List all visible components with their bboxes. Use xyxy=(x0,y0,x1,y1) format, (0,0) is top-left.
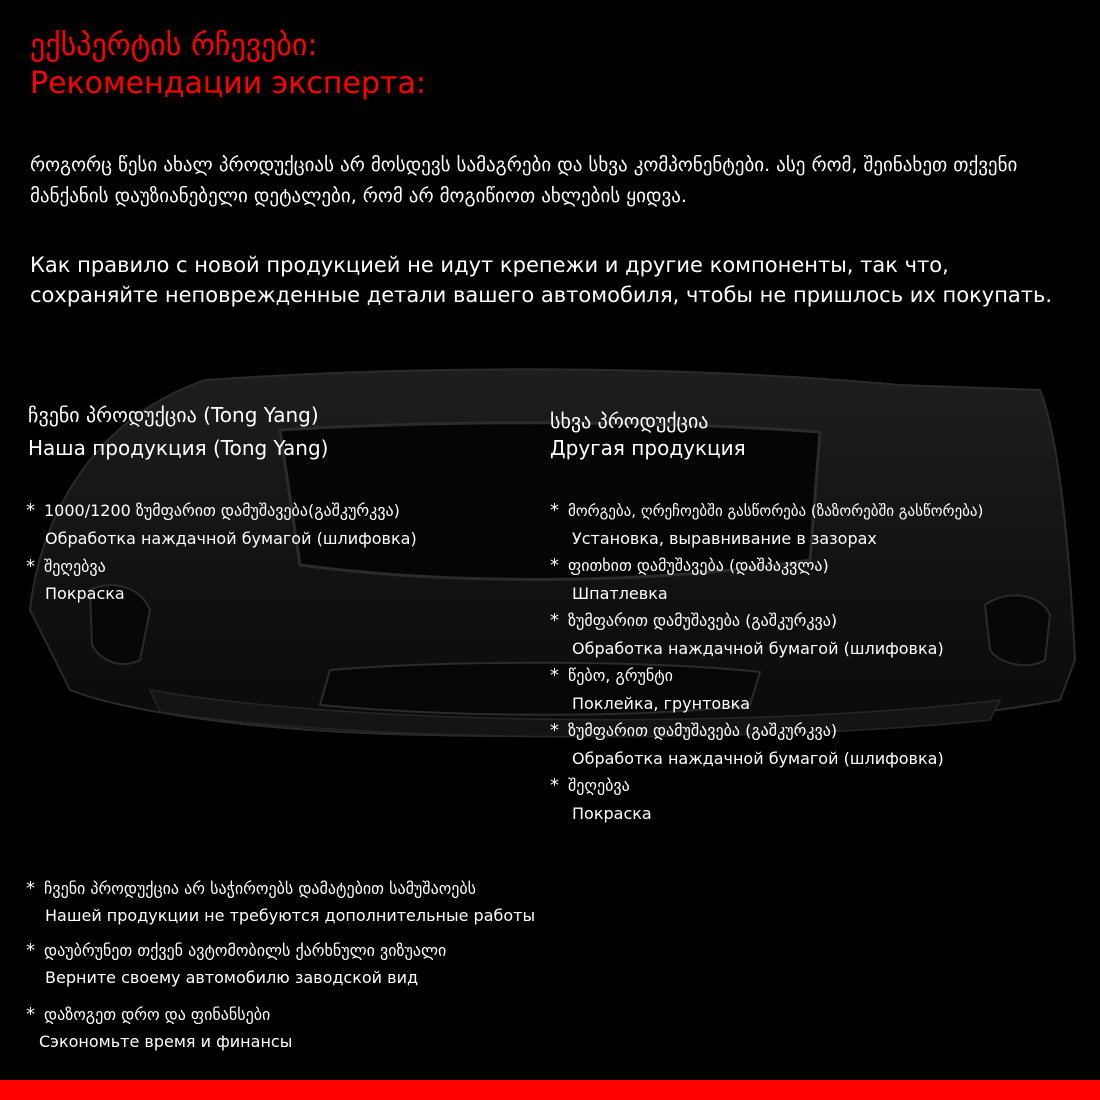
other-product-item xyxy=(550,720,837,742)
title-georgian: ექსპერტის რჩევები: xyxy=(30,28,318,63)
item-georgian: ფითხით დამუშავება (დაშპაკვლა) xyxy=(568,556,829,575)
benefit-item xyxy=(26,1004,270,1026)
benefit-russian: Нашей продукции не требуются дополнительные работы xyxy=(45,906,536,925)
item-russian: Обработка наждачной бумагой (шлифовка) xyxy=(572,749,944,768)
our-product-heading-georgian: ჩვენი პროდუქცია (Tong Yang) xyxy=(28,403,319,427)
item-russian: Обработка наждачной бумагой (шлифовка) xyxy=(572,639,944,658)
other-product-heading-georgian: სხვა პროდუქცია xyxy=(550,409,709,433)
item-russian: Шпатлевка xyxy=(572,584,668,603)
benefit-item xyxy=(26,940,446,962)
benefit-georgian: ჩვენი პროდუქცია არ საჭიროებს დამატებით სამუშაოებს xyxy=(44,879,477,898)
item-georgian: შეღებვა xyxy=(568,776,630,795)
intro-georgian: როგორც წესი ახალ პროდუქციას არ მოსდევს სამაგრები და სხვა კომპონენტები. ასე რომ, შეინახეთ თქვენი მანქანის დაუზიანებელი დეტალები, რომ არ მოგიწიოთ ახლების ყიდვა. xyxy=(30,154,1018,207)
benefit-russian: Верните своему автомобилю заводской вид xyxy=(45,968,419,987)
item-georgian: წებო, გრუნტი xyxy=(568,666,673,685)
title-russian: Рекомендации эксперта: xyxy=(30,66,426,101)
our-product-item xyxy=(26,500,400,522)
bullet-asterisk: * xyxy=(26,1004,35,1025)
item-russian: Покраска xyxy=(45,584,125,603)
benefit-russian: Сэкономьте время и финансы xyxy=(39,1032,293,1051)
benefit-item xyxy=(26,878,476,900)
bullet-asterisk: * xyxy=(550,500,559,521)
other-product-item xyxy=(550,665,673,687)
other-product-item xyxy=(550,500,983,522)
bullet-asterisk: * xyxy=(550,775,559,796)
item-georgian: ზუმფარით დამუშავება (გაშკურკვა) xyxy=(568,721,838,740)
bullet-asterisk: * xyxy=(26,500,35,521)
item-georgian: შეღებვა xyxy=(44,557,106,576)
bullet-asterisk: * xyxy=(550,720,559,741)
bullet-asterisk: * xyxy=(26,940,35,961)
bottom-accent-bar xyxy=(0,1080,1100,1100)
bullet-asterisk: * xyxy=(550,555,559,576)
other-product-item xyxy=(550,775,630,797)
other-product-item xyxy=(550,610,837,632)
item-russian: Обработка наждачной бумагой (шлифовка) xyxy=(45,529,417,548)
bullet-asterisk: * xyxy=(26,878,35,899)
item-georgian: 1000/1200 ზუმფარით დამუშავება(გაშკურკვა) xyxy=(44,501,400,520)
item-russian: Поклейка, грунтовка xyxy=(572,694,751,713)
benefit-georgian: დაზოგეთ დრო და ფინანსები xyxy=(44,1005,271,1024)
item-georgian: მორგება, ღრეჩოებში გასწორება (ზაზორებში გასწორება) xyxy=(568,502,984,520)
intro-russian: Как правило с новой продукцией не идут крепежи и другие компоненты, так что, сохраняйте неповрежденные детали вашего автомобиля, чтобы не пришлось их покупать. xyxy=(30,253,1053,307)
other-product-heading-russian: Другая продукция xyxy=(550,436,746,460)
bullet-asterisk: * xyxy=(26,556,35,577)
bullet-asterisk: * xyxy=(550,610,559,631)
bullet-asterisk: * xyxy=(550,665,559,686)
our-product-item xyxy=(26,556,106,578)
our-product-heading-russian: Наша продукция (Tong Yang) xyxy=(28,436,329,460)
item-russian: Установка, выравнивание в зазорах xyxy=(572,529,877,548)
benefit-georgian: დაუბრუნეთ თქვენ ავტომობილს ქარხნული ვიზუალი xyxy=(44,941,447,960)
item-georgian: ზუმფარით დამუშავება (გაშკურკვა) xyxy=(568,611,838,630)
item-russian: Покраска xyxy=(572,804,652,823)
other-product-item xyxy=(550,555,829,577)
